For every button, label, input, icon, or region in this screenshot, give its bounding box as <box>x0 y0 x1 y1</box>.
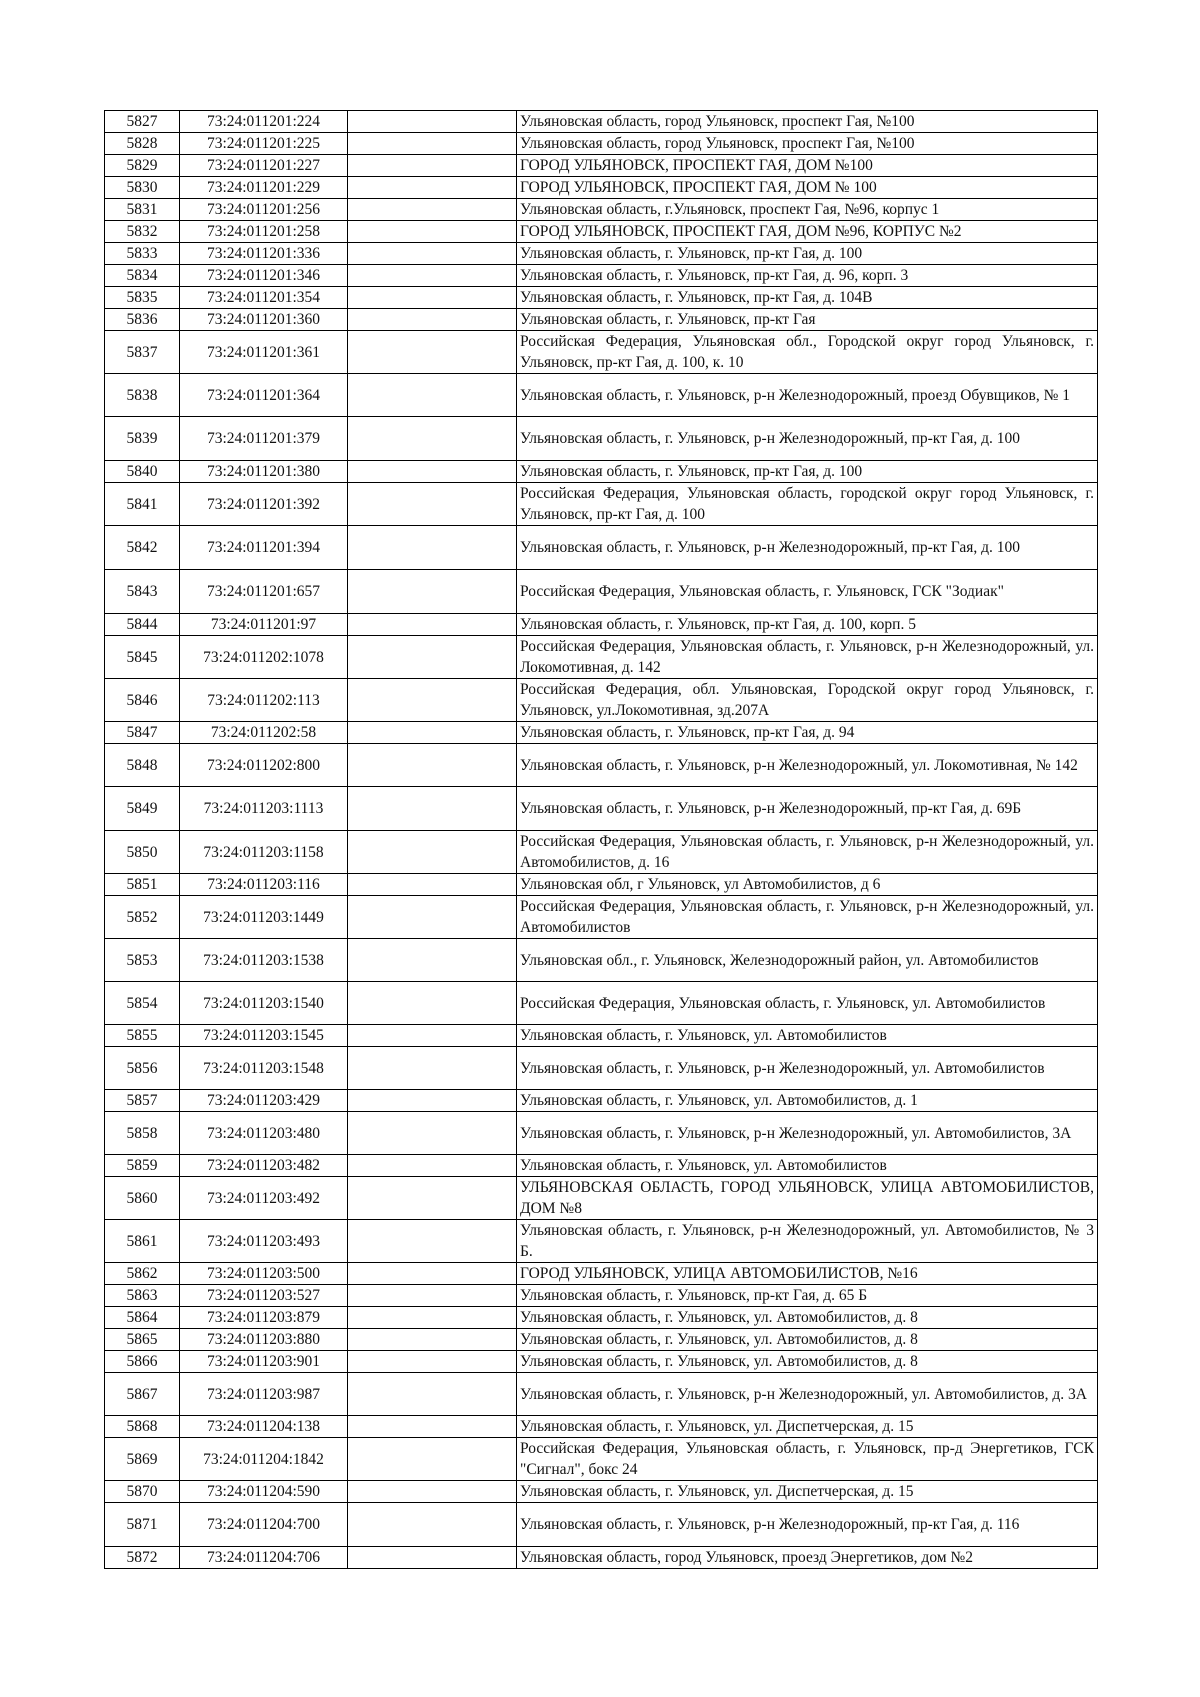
empty-cell <box>348 1351 517 1373</box>
table-row <box>105 177 1098 199</box>
table-row <box>105 1155 1098 1177</box>
row-number-cell: 5866 <box>105 1351 180 1373</box>
table-row <box>105 1090 1098 1112</box>
row-number-cell: 5860 <box>105 1177 180 1220</box>
row-number-cell: 5862 <box>105 1263 180 1285</box>
row-number-cell: 5855 <box>105 1025 180 1047</box>
row-number-cell: 5857 <box>105 1090 180 1112</box>
empty-cell <box>348 831 517 874</box>
table-row <box>105 1503 1098 1547</box>
empty-cell <box>348 287 517 309</box>
address-cell: Российская Федерация, Ульяновская область, г. Ульяновск, ул. Автомобилистов <box>517 982 1098 1025</box>
cadastral-number-cell: 73:24:011201:97 <box>180 614 348 636</box>
address-cell: Ульяновская область, г. Ульяновск, пр-кт Гая, д. 100 <box>517 461 1098 483</box>
cadastral-number-cell: 73:24:011203:1449 <box>180 896 348 939</box>
empty-cell <box>348 1112 517 1155</box>
empty-cell <box>348 483 517 526</box>
empty-cell <box>348 265 517 287</box>
empty-cell <box>348 1547 517 1569</box>
address-cell: Российская Федерация, Ульяновская область, г. Ульяновск, пр-д Энергетиков, ГСК "Сигнал", бокс 24 <box>517 1438 1098 1481</box>
empty-cell <box>348 636 517 679</box>
cadastral-number-cell: 73:24:011201:657 <box>180 570 348 614</box>
empty-cell <box>348 722 517 744</box>
table-row <box>105 722 1098 744</box>
empty-cell <box>348 1329 517 1351</box>
cadastral-number-cell: 73:24:011203:116 <box>180 874 348 896</box>
cadastral-number-cell: 73:24:011201:227 <box>180 155 348 177</box>
table-row <box>105 570 1098 614</box>
table-row <box>105 331 1098 374</box>
table-row <box>105 831 1098 874</box>
row-number-cell: 5832 <box>105 221 180 243</box>
table-row <box>105 614 1098 636</box>
cadastral-number-cell: 73:24:011203:1158 <box>180 831 348 874</box>
cadastral-number-cell: 73:24:011201:336 <box>180 243 348 265</box>
row-number-cell: 5848 <box>105 744 180 787</box>
address-cell: Ульяновская область, г. Ульяновск, р-н Железнодорожный, пр-кт Гая, д. 100 <box>517 417 1098 461</box>
empty-cell <box>348 374 517 417</box>
cadastral-number-cell: 73:24:011201:360 <box>180 309 348 331</box>
address-cell: Ульяновская область, г. Ульяновск, пр-кт Гая <box>517 309 1098 331</box>
address-cell: Ульяновская область, г. Ульяновск, р-н Железнодорожный, ул. Автомобилистов <box>517 1047 1098 1090</box>
empty-cell <box>348 1047 517 1090</box>
address-cell: Ульяновская область, г. Ульяновск, р-н Железнодорожный, ул. Автомобилистов, № 3 Б. <box>517 1220 1098 1263</box>
empty-cell <box>348 1438 517 1481</box>
empty-cell <box>348 874 517 896</box>
cadastral-number-cell: 73:24:011204:1842 <box>180 1438 348 1481</box>
row-number-cell: 5847 <box>105 722 180 744</box>
address-cell: Ульяновская область, г. Ульяновск, пр-кт Гая, д. 96, корп. 3 <box>517 265 1098 287</box>
empty-cell <box>348 570 517 614</box>
table-body <box>105 111 1098 1569</box>
empty-cell <box>348 243 517 265</box>
address-cell: УЛЬЯНОВСКАЯ ОБЛАСТЬ, ГОРОД УЛЬЯНОВСК, УЛИЦА АВТОМОБИЛИСТОВ, ДОМ №8 <box>517 1177 1098 1220</box>
address-cell: Ульяновская область, г. Ульяновск, ул. Диспетчерская, д. 15 <box>517 1481 1098 1503</box>
table-row <box>105 1285 1098 1307</box>
cadastral-number-cell: 73:24:011203:500 <box>180 1263 348 1285</box>
cadastral-number-cell: 73:24:011202:113 <box>180 679 348 722</box>
empty-cell <box>348 1090 517 1112</box>
address-cell: Ульяновская область, г. Ульяновск, ул. Автомобилистов, д. 8 <box>517 1307 1098 1329</box>
address-cell: Ульяновская область, город Ульяновск, проспект Гая, №100 <box>517 133 1098 155</box>
empty-cell <box>348 1220 517 1263</box>
address-cell: Ульяновская область, г. Ульяновск, пр-кт Гая, д. 100, корп. 5 <box>517 614 1098 636</box>
cadastral-number-cell: 73:24:011203:429 <box>180 1090 348 1112</box>
address-cell: Ульяновская область, г. Ульяновск, ул. Автомобилистов <box>517 1025 1098 1047</box>
row-number-cell: 5841 <box>105 483 180 526</box>
row-number-cell: 5839 <box>105 417 180 461</box>
table-row <box>105 1438 1098 1481</box>
empty-cell <box>348 1373 517 1416</box>
empty-cell <box>348 1481 517 1503</box>
empty-cell <box>348 111 517 133</box>
empty-cell <box>348 679 517 722</box>
cadastral-number-cell: 73:24:011201:379 <box>180 417 348 461</box>
table-row <box>105 1351 1098 1373</box>
empty-cell <box>348 1263 517 1285</box>
row-number-cell: 5850 <box>105 831 180 874</box>
table-row <box>105 744 1098 787</box>
table-row <box>105 483 1098 526</box>
row-number-cell: 5861 <box>105 1220 180 1263</box>
address-cell: Российская Федерация, Ульяновская обл., Городской округ город Ульяновск, г. Ульяновск, пр-кт Гая, д. 100, к. 10 <box>517 331 1098 374</box>
row-number-cell: 5872 <box>105 1547 180 1569</box>
table-row <box>105 1047 1098 1090</box>
table-row <box>105 243 1098 265</box>
table-row <box>105 287 1098 309</box>
row-number-cell: 5868 <box>105 1416 180 1438</box>
row-number-cell: 5863 <box>105 1285 180 1307</box>
cadastral-number-cell: 73:24:011201:394 <box>180 526 348 570</box>
table-row <box>105 1112 1098 1155</box>
empty-cell <box>348 1285 517 1307</box>
cadastral-number-cell: 73:24:011203:901 <box>180 1351 348 1373</box>
cadastral-number-cell: 73:24:011201:346 <box>180 265 348 287</box>
address-cell: Ульяновская обл., г. Ульяновск, Железнодорожный район, ул. Автомобилистов <box>517 939 1098 982</box>
address-cell: Ульяновская обл, г Ульяновск, ул Автомобилистов, д 6 <box>517 874 1098 896</box>
row-number-cell: 5864 <box>105 1307 180 1329</box>
address-cell: Ульяновская область, г. Ульяновск, ул. Автомобилистов <box>517 1155 1098 1177</box>
table-row <box>105 636 1098 679</box>
table-row <box>105 1329 1098 1351</box>
empty-cell <box>348 614 517 636</box>
row-number-cell: 5851 <box>105 874 180 896</box>
cadastral-number-cell: 73:24:011203:1548 <box>180 1047 348 1090</box>
address-cell: Ульяновская область, г. Ульяновск, пр-кт Гая, д. 104В <box>517 287 1098 309</box>
address-cell: Российская Федерация, Ульяновская область, городской округ город Ульяновск, г. Ульяновск, пр-кт Гая, д. 100 <box>517 483 1098 526</box>
empty-cell <box>348 1155 517 1177</box>
cadastral-number-cell: 73:24:011201:225 <box>180 133 348 155</box>
table-row <box>105 1220 1098 1263</box>
row-number-cell: 5870 <box>105 1481 180 1503</box>
address-cell: Ульяновская область, г. Ульяновск, ул. Автомобилистов, д. 8 <box>517 1351 1098 1373</box>
row-number-cell: 5871 <box>105 1503 180 1547</box>
cadastral-number-cell: 73:24:011201:256 <box>180 199 348 221</box>
empty-cell <box>348 1177 517 1220</box>
address-cell: Ульяновская область, г. Ульяновск, р-н Железнодорожный, пр-кт Гая, д. 116 <box>517 1503 1098 1547</box>
table-row <box>105 133 1098 155</box>
document-page <box>104 110 1097 1569</box>
address-cell: Ульяновская область, г. Ульяновск, р-н Железнодорожный, ул. Автомобилистов, д. 3А <box>517 1373 1098 1416</box>
empty-cell <box>348 787 517 831</box>
table-row <box>105 982 1098 1025</box>
address-cell: Ульяновская область, г. Ульяновск, р-н Железнодорожный, ул. Автомобилистов, 3А <box>517 1112 1098 1155</box>
address-cell: Ульяновская область, город Ульяновск, проспект Гая, №100 <box>517 111 1098 133</box>
cadastral-number-cell: 73:24:011203:1538 <box>180 939 348 982</box>
empty-cell <box>348 1025 517 1047</box>
address-cell: Ульяновская область, г. Ульяновск, р-н Железнодорожный, пр-кт Гая, д. 100 <box>517 526 1098 570</box>
row-number-cell: 5849 <box>105 787 180 831</box>
row-number-cell: 5840 <box>105 461 180 483</box>
cadastral-number-cell: 73:24:011201:224 <box>180 111 348 133</box>
address-cell: Российская Федерация, Ульяновская область, г. Ульяновск, р-н Железнодорожный, ул. Автомобилистов, д. 16 <box>517 831 1098 874</box>
empty-cell <box>348 221 517 243</box>
table-row <box>105 939 1098 982</box>
empty-cell <box>348 331 517 374</box>
cadastral-number-cell: 73:24:011202:800 <box>180 744 348 787</box>
address-cell: Ульяновская область, г. Ульяновск, ул. Автомобилистов, д. 1 <box>517 1090 1098 1112</box>
address-cell: Ульяновская область, г. Ульяновск, р-н Железнодорожный, ул. Локомотивная, № 142 <box>517 744 1098 787</box>
row-number-cell: 5843 <box>105 570 180 614</box>
address-cell: Ульяновская область, г. Ульяновск, пр-кт Гая, д. 94 <box>517 722 1098 744</box>
empty-cell <box>348 1503 517 1547</box>
cadastral-number-cell: 73:24:011201:229 <box>180 177 348 199</box>
empty-cell <box>348 155 517 177</box>
empty-cell <box>348 939 517 982</box>
cadastral-number-cell: 73:24:011201:380 <box>180 461 348 483</box>
row-number-cell: 5856 <box>105 1047 180 1090</box>
row-number-cell: 5854 <box>105 982 180 1025</box>
cadastral-number-cell: 73:24:011204:590 <box>180 1481 348 1503</box>
cadastral-number-cell: 73:24:011203:987 <box>180 1373 348 1416</box>
table-row <box>105 874 1098 896</box>
row-number-cell: 5852 <box>105 896 180 939</box>
cadastral-number-cell: 73:24:011203:527 <box>180 1285 348 1307</box>
table-row <box>105 787 1098 831</box>
cadastral-number-cell: 73:24:011203:879 <box>180 1307 348 1329</box>
empty-cell <box>348 896 517 939</box>
row-number-cell: 5865 <box>105 1329 180 1351</box>
table-row <box>105 896 1098 939</box>
row-number-cell: 5829 <box>105 155 180 177</box>
address-cell: ГОРОД УЛЬЯНОВСК, УЛИЦА АВТОМОБИЛИСТОВ, №16 <box>517 1263 1098 1285</box>
empty-cell <box>348 1416 517 1438</box>
table-row <box>105 111 1098 133</box>
row-number-cell: 5853 <box>105 939 180 982</box>
row-number-cell: 5833 <box>105 243 180 265</box>
row-number-cell: 5867 <box>105 1373 180 1416</box>
table-row <box>105 155 1098 177</box>
table-row <box>105 417 1098 461</box>
row-number-cell: 5846 <box>105 679 180 722</box>
empty-cell <box>348 199 517 221</box>
cadastral-number-cell: 73:24:011201:258 <box>180 221 348 243</box>
cadastral-number-cell: 73:24:011203:1113 <box>180 787 348 831</box>
cadastral-number-cell: 73:24:011201:364 <box>180 374 348 417</box>
row-number-cell: 5828 <box>105 133 180 155</box>
empty-cell <box>348 309 517 331</box>
address-cell: ГОРОД УЛЬЯНОВСК, ПРОСПЕКТ ГАЯ, ДОМ №100 <box>517 155 1098 177</box>
cadastral-number-cell: 73:24:011201:392 <box>180 483 348 526</box>
row-number-cell: 5834 <box>105 265 180 287</box>
cadastral-number-cell: 73:24:011203:482 <box>180 1155 348 1177</box>
address-cell: Ульяновская область, г. Ульяновск, р-н Железнодорожный, пр-кт Гая, д. 69Б <box>517 787 1098 831</box>
cadastral-number-cell: 73:24:011204:138 <box>180 1416 348 1438</box>
row-number-cell: 5836 <box>105 309 180 331</box>
empty-cell <box>348 417 517 461</box>
address-cell: Ульяновская область, г. Ульяновск, ул. Автомобилистов, д. 8 <box>517 1329 1098 1351</box>
address-cell: ГОРОД УЛЬЯНОВСК, ПРОСПЕКТ ГАЯ, ДОМ №96, КОРПУС №2 <box>517 221 1098 243</box>
empty-cell <box>348 1307 517 1329</box>
empty-cell <box>348 461 517 483</box>
address-cell: Ульяновская область, г.Ульяновск, проспект Гая, №96, корпус 1 <box>517 199 1098 221</box>
row-number-cell: 5837 <box>105 331 180 374</box>
cadastral-number-cell: 73:24:011204:706 <box>180 1547 348 1569</box>
row-number-cell: 5827 <box>105 111 180 133</box>
table-row <box>105 1263 1098 1285</box>
empty-cell <box>348 982 517 1025</box>
row-number-cell: 5859 <box>105 1155 180 1177</box>
address-cell: Ульяновская область, г. Ульяновск, пр-кт Гая, д. 65 Б <box>517 1285 1098 1307</box>
empty-cell <box>348 744 517 787</box>
table-row <box>105 374 1098 417</box>
address-cell: Российская Федерация, Ульяновская область, г. Ульяновск, р-н Железнодорожный, ул. Автомобилистов <box>517 896 1098 939</box>
cadastral-number-cell: 73:24:011203:880 <box>180 1329 348 1351</box>
cadastral-number-cell: 73:24:011203:492 <box>180 1177 348 1220</box>
table-row <box>105 1547 1098 1569</box>
address-cell: Российская Федерация, Ульяновская область, г. Ульяновск, ГСК "Зодиак" <box>517 570 1098 614</box>
row-number-cell: 5830 <box>105 177 180 199</box>
cadastral-number-cell: 73:24:011204:700 <box>180 1503 348 1547</box>
address-cell: Ульяновская область, г. Ульяновск, пр-кт Гая, д. 100 <box>517 243 1098 265</box>
cadastral-number-cell: 73:24:011201:361 <box>180 331 348 374</box>
table-row <box>105 221 1098 243</box>
empty-cell <box>348 177 517 199</box>
empty-cell <box>348 133 517 155</box>
table-row <box>105 199 1098 221</box>
table-row <box>105 1177 1098 1220</box>
table-row <box>105 1373 1098 1416</box>
cadastral-number-cell: 73:24:011203:1540 <box>180 982 348 1025</box>
table-row <box>105 1307 1098 1329</box>
row-number-cell: 5844 <box>105 614 180 636</box>
row-number-cell: 5835 <box>105 287 180 309</box>
address-cell: Российская Федерация, обл. Ульяновская, Городской округ город Ульяновск, г. Ульяновск, ул.Локомотивная, зд.207А <box>517 679 1098 722</box>
cadastral-number-cell: 73:24:011203:1545 <box>180 1025 348 1047</box>
cadastral-number-cell: 73:24:011202:58 <box>180 722 348 744</box>
address-cell: Российская Федерация, Ульяновская область, г. Ульяновск, р-н Железнодорожный, ул. Локомотивная, д. 142 <box>517 636 1098 679</box>
cadastral-number-cell: 73:24:011201:354 <box>180 287 348 309</box>
cadastral-number-cell: 73:24:011202:1078 <box>180 636 348 679</box>
table-row <box>105 265 1098 287</box>
empty-cell <box>348 526 517 570</box>
table-row <box>105 526 1098 570</box>
row-number-cell: 5842 <box>105 526 180 570</box>
table-row <box>105 1416 1098 1438</box>
address-cell: ГОРОД УЛЬЯНОВСК, ПРОСПЕКТ ГАЯ, ДОМ № 100 <box>517 177 1098 199</box>
table-row <box>105 309 1098 331</box>
cadastral-number-cell: 73:24:011203:480 <box>180 1112 348 1155</box>
table-row <box>105 1481 1098 1503</box>
row-number-cell: 5845 <box>105 636 180 679</box>
address-cell: Ульяновская область, г. Ульяновск, р-н Железнодорожный, проезд Обувщиков, № 1 <box>517 374 1098 417</box>
row-number-cell: 5858 <box>105 1112 180 1155</box>
row-number-cell: 5869 <box>105 1438 180 1481</box>
table-row <box>105 1025 1098 1047</box>
row-number-cell: 5831 <box>105 199 180 221</box>
row-number-cell: 5838 <box>105 374 180 417</box>
cadastral-number-cell: 73:24:011203:493 <box>180 1220 348 1263</box>
cadastral-register-table <box>104 110 1098 1569</box>
table-row <box>105 679 1098 722</box>
table-row <box>105 461 1098 483</box>
address-cell: Ульяновская область, город Ульяновск, проезд Энергетиков, дом №2 <box>517 1547 1098 1569</box>
address-cell: Ульяновская область, г. Ульяновск, ул. Диспетчерская, д. 15 <box>517 1416 1098 1438</box>
